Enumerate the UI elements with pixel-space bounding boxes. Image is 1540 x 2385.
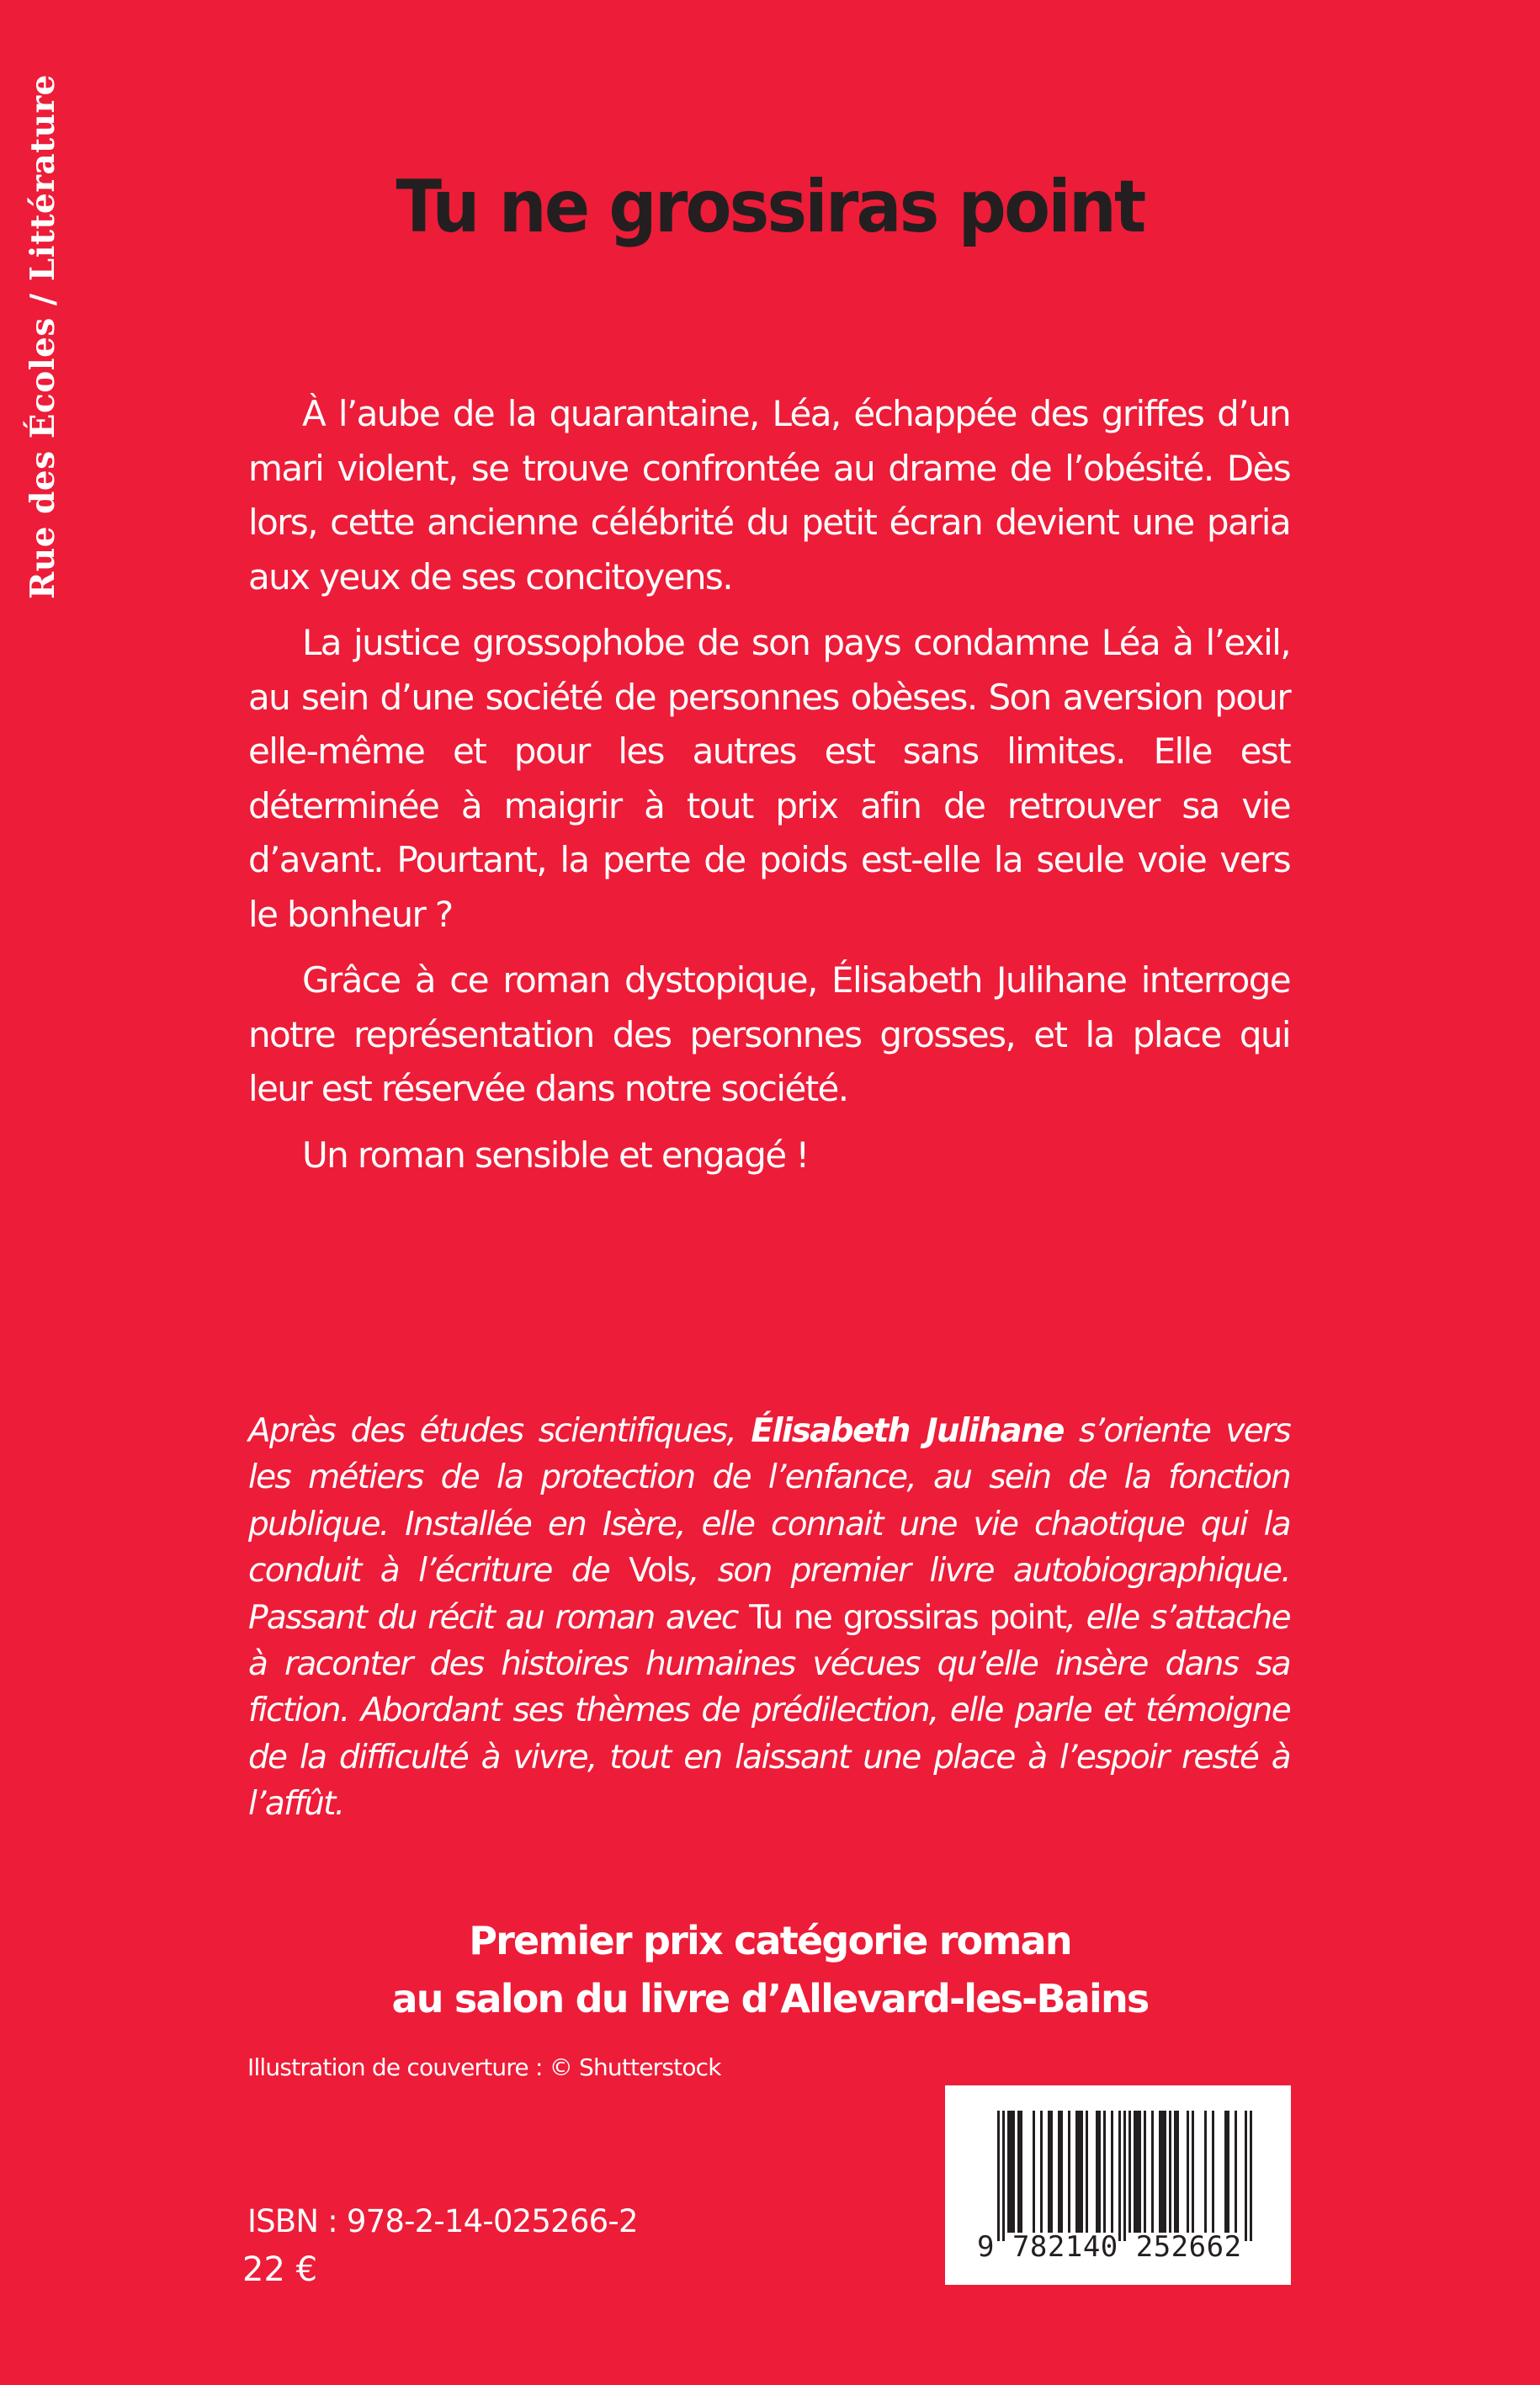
bio-text: s’oriente vers les métiers de la protection de l’enfance, au sein de la fonction publique. Installée en Isère, elle connait une vie chaotique qui la conduit à l’écriture de [248,1412,1290,1591]
barcode-bars-icon [997,2111,1261,2241]
cover-illustration-credit: Illustration de couverture : © Shutterstock [247,2053,721,2081]
spine-collection-label: Rue des Écoles / Littérature [24,74,62,599]
award-line: au salon du livre d’Allevard-les-Bains [391,1976,1149,2021]
book-reference: Tu ne grossiras point [749,1598,1066,1637]
barcode [945,2085,1291,2285]
synopsis-paragraph: Grâce à ce roman dystopique, Élisabeth Julihane interroge notre représentation des personnes grosses, et la place qui leur est réservée dans notre société. [248,959,1290,1109]
synopsis-paragraph: La justice grossophobe de son pays condamne Léa à l’exil, au sein d’une société de personnes obèses. Son aversion pour elle-même et pour les autres est sans limites. Elle est déterminée à maigrir à tout prix afin de retrouver sa vie d’avant. Pourtant, la perte de poids est-elle la seule voie vers le bonheur ? [248,622,1290,935]
barcode-number: 9 782140 252662 [977,2230,1242,2264]
award-line: Premier prix catégorie roman [469,1918,1071,1963]
bio-text: , elle s’attache à raconter des histoires humaines vécues qu’elle insère dans sa fiction. Abordant ses thèmes de prédilection, elle parle et témoigne de la difficulté à vivre, tout en laissant une place à l’espoir resté à l’affût. [248,1598,1290,1824]
bio-text: Après des études scientifiques, [248,1412,751,1450]
award-banner [0,1912,1540,2028]
book-reference: Vols [629,1552,690,1591]
synopsis-paragraph: Un roman sensible et engagé ! [302,1134,809,1176]
author-name: Élisabeth Julihane [751,1412,1064,1450]
price-label: 22 € [242,2250,318,2289]
author-bio [248,1408,1290,1828]
book-title: Tu ne grossiras point [396,165,1144,249]
bio-text: , son premier livre autobiographique. Passant du récit au roman avec [248,1552,1290,1637]
synopsis [248,387,1290,1194]
synopsis-paragraph: À l’aube de la quarantaine, Léa, échappée des griffes d’un mari violent, se trouve confrontée au drame de l’obésité. Dès lors, cette ancienne célébrité du petit écran devient une paria aux yeux de ses concitoyens. [248,393,1290,598]
isbn-label: ISBN : 978-2-14-025266-2 [247,2203,638,2239]
